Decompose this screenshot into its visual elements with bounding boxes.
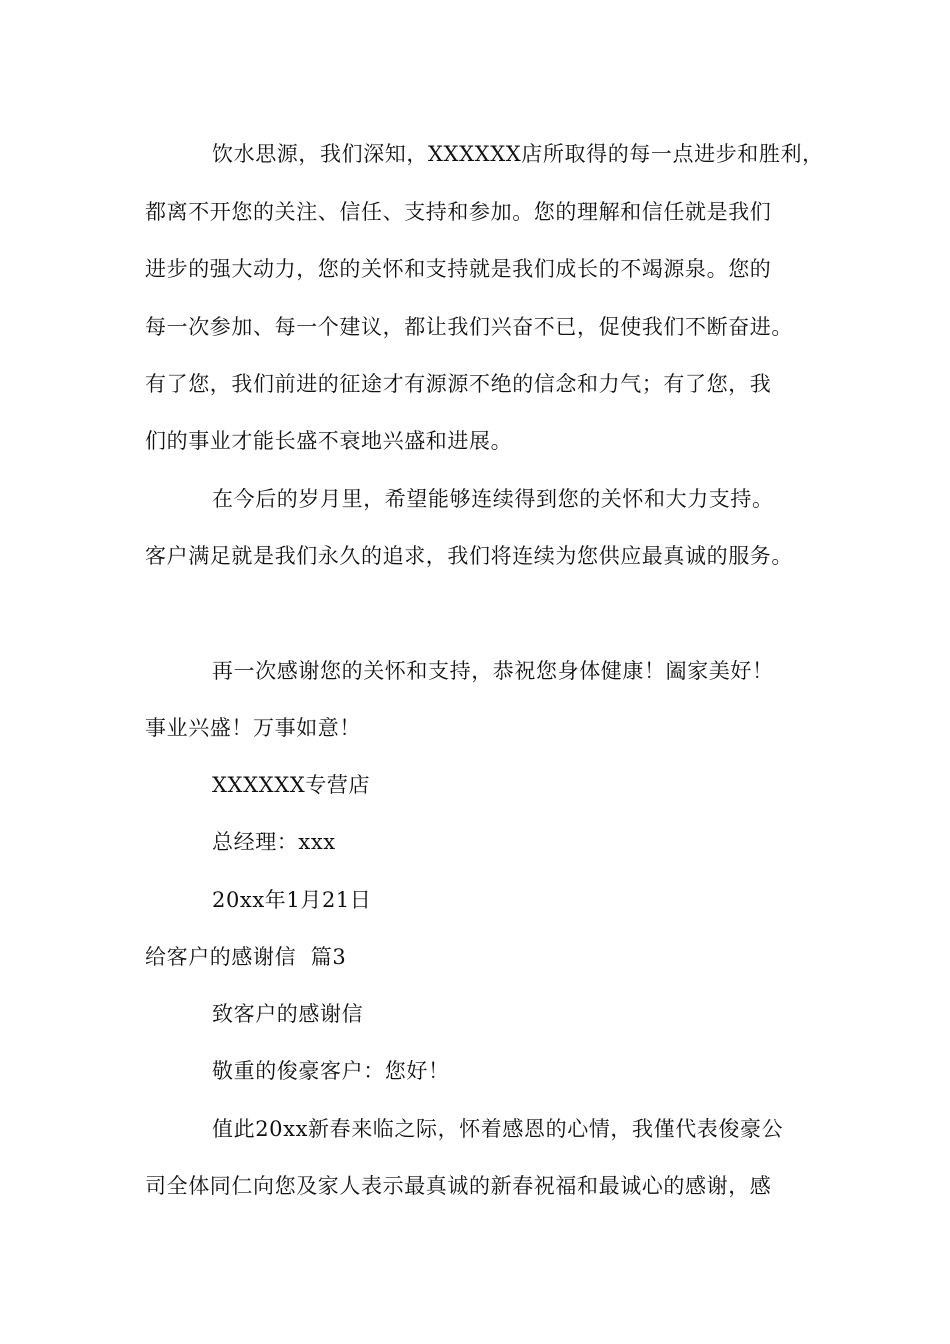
paragraph1-line-5: 有了您，我们前进的征途才有源源不绝的信念和力气；有了您，我 — [145, 372, 772, 396]
letter-body-line-2: 司全体同仁向您及家人表示最真诚的新春祝福和最诚心的感谢，感 — [145, 1174, 772, 1198]
paragraph1-line-1: 饮水思源，我们深知，XXXXXX店所取得的每一点进步和胜利， — [212, 142, 824, 166]
signature-date: 20xx年1月21日 — [212, 888, 372, 912]
paragraph2-line-2: 客户满足就是我们永久的追求，我们将连续为您供应最真诚的服务。 — [145, 544, 793, 568]
paragraph3-line-2: 事业兴盛！万事如意！ — [145, 716, 361, 740]
section-heading: 给客户的感谢信 篇3 — [145, 945, 347, 969]
paragraph1-line-3: 进步的强大动力，您的关怀和支持就是我们成长的不竭源泉。您的 — [145, 257, 772, 281]
paragraph2-line-1: 在今后的岁月里，希望能够连续得到您的关怀和大力支持。 — [212, 487, 774, 511]
paragraph1-line-6: 们的事业才能长盛不衰地兴盛和进展。 — [145, 429, 513, 453]
letter-body-line-1: 值此20xx新春来临之际，怀着感恩的心情，我僅代表俊豪公 — [212, 1117, 784, 1141]
letter-greeting: 敬重的俊豪客户：您好！ — [212, 1059, 450, 1083]
signature-store: XXXXXX专营店 — [212, 773, 371, 797]
paragraph1-line-4: 每一次参加、每一个建议，都让我们兴奋不已，促使我们不断奋进。 — [145, 315, 793, 339]
paragraph1-line-2: 都离不开您的关注、信任、支持和参加。您的理解和信任就是我们 — [145, 200, 772, 224]
letter-title: 致客户的感谢信 — [212, 1002, 364, 1026]
signature-manager: 总经理：xxx — [212, 830, 336, 854]
paragraph3-line-1: 再一次感谢您的关怀和支持，恭祝您身体健康！阖家美好！ — [212, 659, 774, 683]
